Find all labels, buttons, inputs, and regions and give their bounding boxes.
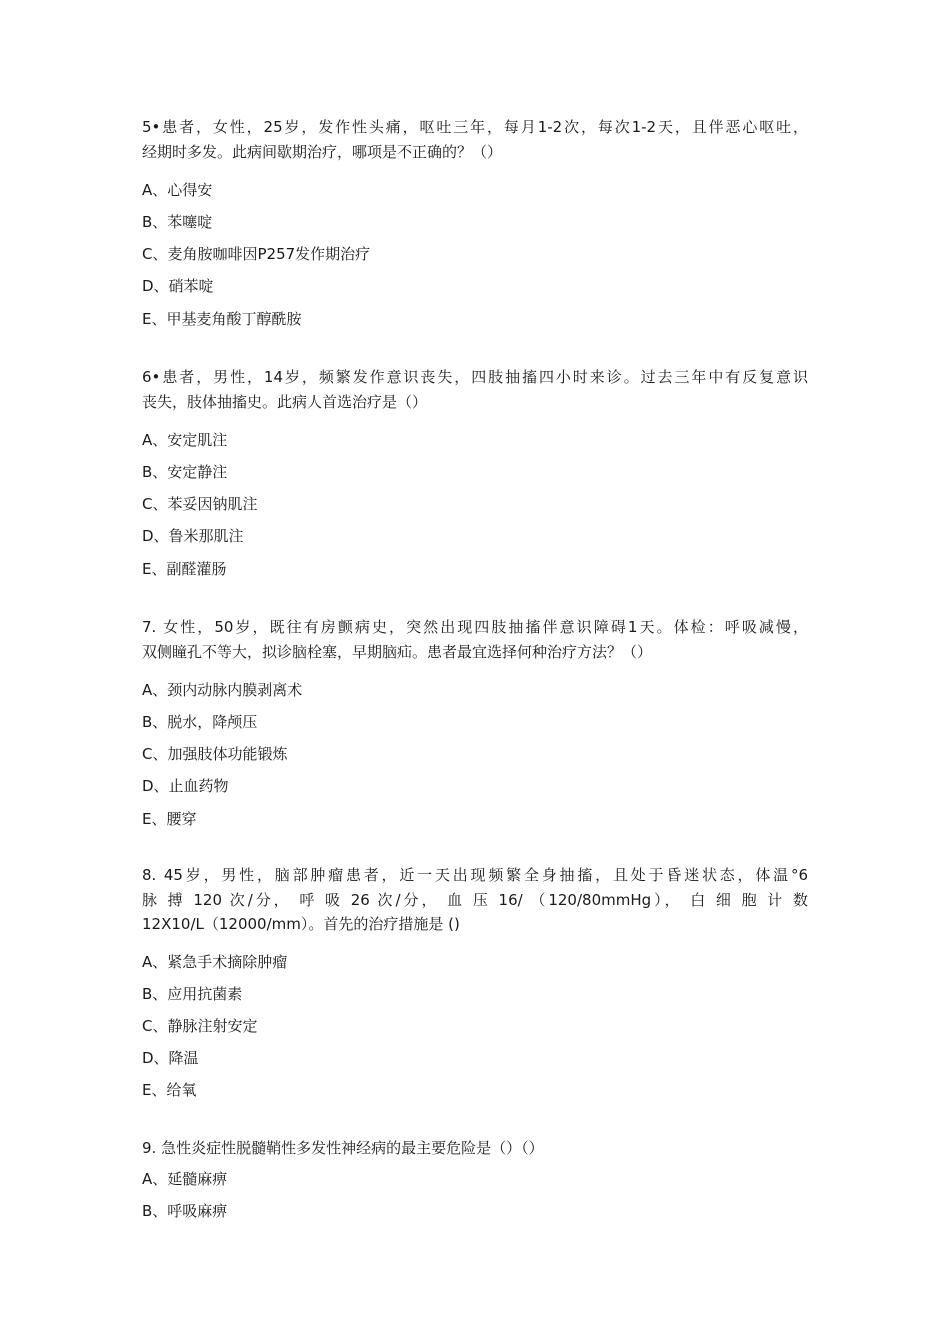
question-stem-line: 脉 搏 120 次/分， 呼 吸 26 次/分， 血 压 16/ （120/80mmHg）， 白 细 胞 计 数 xyxy=(142,891,808,909)
option-c: C、加强肢体功能锻炼 xyxy=(142,745,288,763)
option-b: B、脱水，降颅压 xyxy=(142,713,258,731)
option-c: C、静脉注射安定 xyxy=(142,1017,258,1035)
option-b: B、苯噻啶 xyxy=(142,213,213,231)
option-e: E、甲基麦角酸丁醇酰胺 xyxy=(142,310,302,328)
question-stem-line: 双侧瞳孔不等大，拟诊脑栓塞，早期脑疝。患者最宜选择何种治疗方法？（） xyxy=(142,643,653,661)
option-e: E、副醛灌肠 xyxy=(142,560,227,578)
question-stem-line: 经期时多发。此病间歇期治疗，哪项是不正确的？（） xyxy=(142,143,503,161)
option-a: A、延髓麻痹 xyxy=(142,1170,228,1188)
option-d: D、止血药物 xyxy=(142,777,229,795)
option-a: A、颈内动脉内膜剥离术 xyxy=(142,681,303,699)
question-stem-line: 丧失，肢体抽搐史。此病人首选治疗是（） xyxy=(142,393,428,411)
question-stem-line: 7. 女性，50岁，既往有房颤病史，突然出现四肢抽搐伴意识障碍1天。体检：呼吸减慢， xyxy=(142,618,808,636)
option-e: E、给氧 xyxy=(142,1081,197,1099)
option-a: A、安定肌注 xyxy=(142,431,228,449)
option-b: B、安定静注 xyxy=(142,463,228,481)
question-stem-line: 8. 45岁，男性，脑部肿瘤患者，近一天出现频繁全身抽搐，且处于昏迷状态，体温°6 xyxy=(142,866,808,884)
question-stem-line: 6•患者，男性，14岁，频繁发作意识丧失，四肢抽搐四小时来诊。过去三年中有反复意识 xyxy=(142,368,808,386)
option-a: A、心得安 xyxy=(142,181,213,199)
option-d: D、硝苯啶 xyxy=(142,277,214,295)
option-b: B、应用抗菌素 xyxy=(142,985,243,1003)
option-d: D、降温 xyxy=(142,1049,199,1067)
question-stem-line: 12X10/L（12000/mm）。首先的治疗措施是 () xyxy=(142,915,460,933)
question-stem-line: 9. 急性炎症性脱髓鞘性多发性神经病的最主要危险是（）（） xyxy=(142,1139,544,1157)
question-stem-line: 5•患者，女性，25岁，发作性头痛，呕吐三年，每月1-2次，每次1-2天，且伴恶心呕吐， xyxy=(142,118,808,136)
option-d: D、鲁米那肌注 xyxy=(142,527,244,545)
option-e: E、腰穿 xyxy=(142,810,197,828)
option-c: C、苯妥因钠肌注 xyxy=(142,495,258,513)
option-a: A、紧急手术摘除肿瘤 xyxy=(142,953,288,971)
option-c: C、麦角胺咖啡因P257发作期治疗 xyxy=(142,245,371,263)
option-b: B、呼吸麻痹 xyxy=(142,1202,228,1220)
